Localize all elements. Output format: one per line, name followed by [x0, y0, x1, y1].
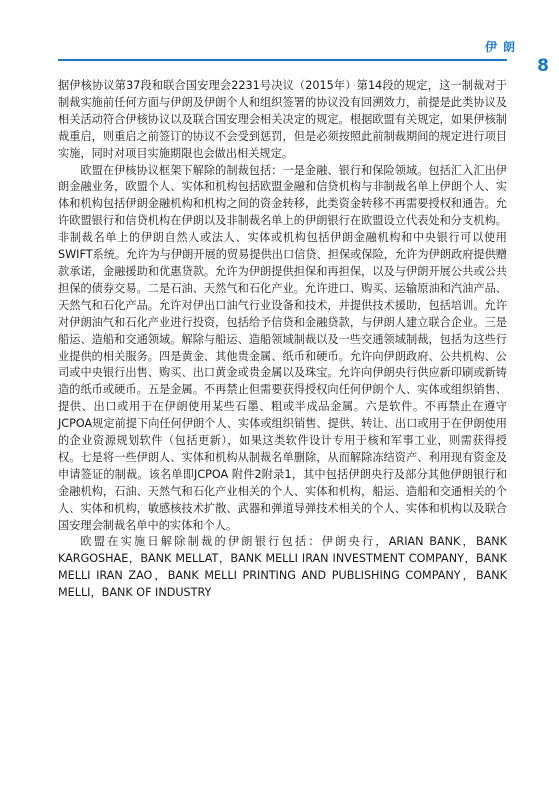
paragraph-eu-lifted-sanctions: 欧盟在伊核协议框架下解除的制裁包括：一是金融、银行和保险领域。包括汇入汇出伊朗金融业务，欧盟个人、实体和机构包括欧盟金融和信贷机构与非制裁名单上伊朗个人、实体和机构包括伊朗金融机构和机构之间的资金转移，此类资金转移不再需要授权和通告。允许欧盟银行和信贷机构在伊朗以及非制裁名单上的伊朗银行在欧盟设立代表处和分支机构。非制裁名单上的伊朗自然人或法人、实体或机构包括伊朗金融机构和中央银行可以使用SWIFT系统。允许为与伊朗开展的贸易提供出口信贷、担保或保险，允许为伊朗政府提供赠款承诺，金融援助和优惠贷款。允许为伊朗提供担保和再担保，以及与伊朗开展公共或公共担保的债券交易。二是石油、天然气和石化产业。允许进口、购买、运输原油和汽油产品、天然气和石化产品。允许对伊出口油气行业设备和技术，并提供技术援助，包括培训。允许对伊朗油气和石化产业进行投资，包括给予信贷和金融贷款，与伊朗人建立联合企业。三是船运、造船和交通领域。解除与船运、造船领域制裁以及一些交通领域制裁，包括为这些行业提供的相关服务。四是黄金、其他贵金属、纸币和硬币。允许向伊朗政府、公共机构、公司或中央银行出售、购买、出口黄金或贵金属以及珠宝。允许向伊朗央行供应新印刷或新铸造的纸币或硬币。五是金属。不再禁止但需要获得授权向任何伊朗个人、实体或组织销售、提供、出口或用于在伊朗使用某些石墨、粗或半成品金属。六是软件。不再禁止在遵守JCPOA规定前提下向任何伊朗个人、实体或组织销售、提供、转让、出口或用于在伊朗使用的企业资源规划软件（包括更新），如果这类软件设计专用于核和军事工业，则需获得授权。七是将一些伊朗人、实体和机构从制裁名单删除，从而解除冻结资产、利用现有资金及申请签证的制裁。该名单即JCPOA 附件2附录1，其中包括伊朗央行及部分其他伊朗银行和金融机构，石油、天然气和石化产业相关的个人、实体和机构，船运、造船和交通相关的个人、实体和机构，敏感核技术扩散、武器和弹道导弹技术相关的个人、实体和机构以及联合国安理会制裁名单中的实体和个人。 — [58, 163, 507, 532]
header-rule — [58, 59, 507, 61]
running-title: 伊朗 — [484, 40, 521, 54]
page-number: 8 — [527, 48, 559, 83]
paragraph-continued: 据伊核协议第37段和联合国安理会2231号决议（2015年）第14段的规定，这一制裁对于制裁实施前任何方面与伊朗及伊朗个人和组织签署的协议没有回溯效力，前提是此类协议及相关活动符合伊核协议以及联合国安理会相关决定的规定。根据欧盟有关规定，如果伊核制裁重启，则重启之前签订的协议不会受到惩罚，但是必须按照此前制裁期间的规定进行项目实施，同时对项目实施期限也会做出相关规定。 — [58, 79, 507, 160]
body-text — [58, 78, 507, 602]
paragraph-delisted-banks: 欧盟在实施日解除制裁的伊朗银行包括：伊朗央行，ARIAN BANK，BANK KARGOSHAE，BANK MELLAT，BANK MELLI IRAN INVESTMENT COMPANY，BANK MELLI IRAN ZAO，BANK MELLI PRINTING AND PUBLISHING COMPANY，BANK MELLI，BANK OF INDUSTRY — [58, 535, 507, 600]
